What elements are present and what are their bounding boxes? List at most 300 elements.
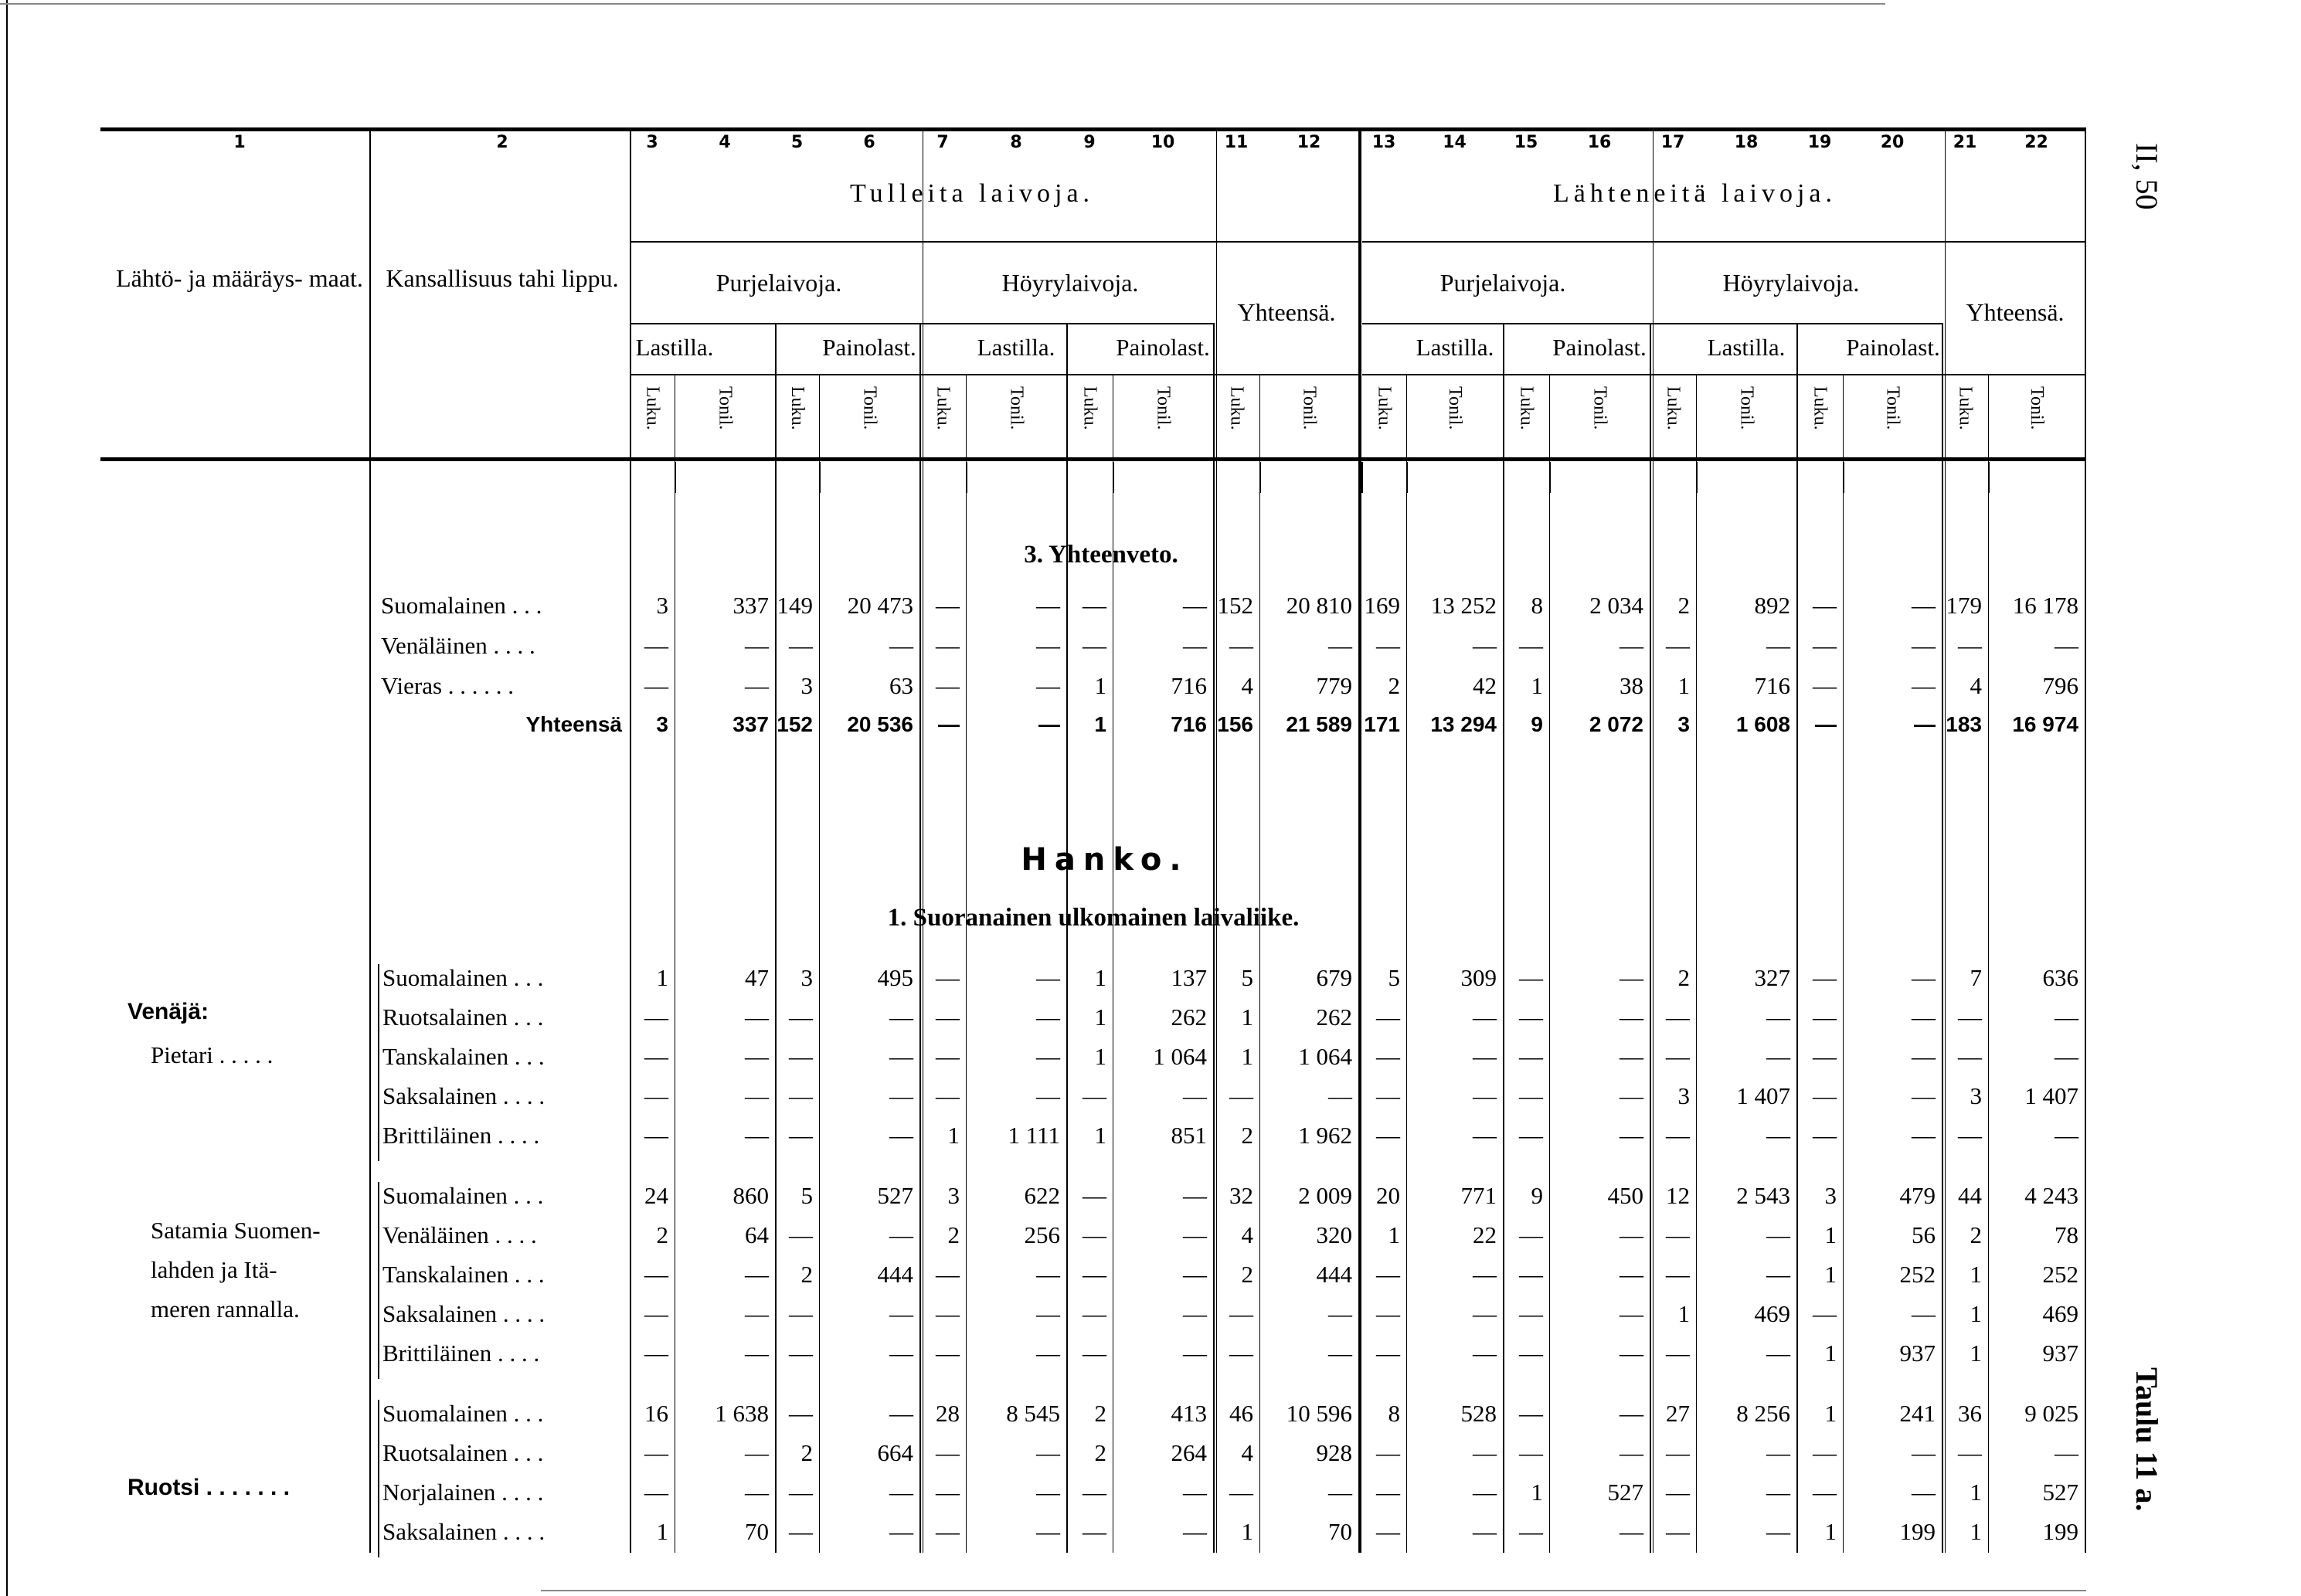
table-cell: — bbox=[1183, 1518, 1207, 1545]
column-line bbox=[1213, 323, 1215, 1553]
column-line bbox=[1696, 374, 1697, 1553]
table-cell: 8 256 bbox=[1736, 1400, 1790, 1427]
tons-header: Tonil. bbox=[1882, 386, 1903, 430]
table-cell: — bbox=[1183, 1300, 1207, 1327]
table-cell: — bbox=[1376, 1082, 1400, 1109]
table-cell: — bbox=[1912, 964, 1936, 991]
table-cell: 22 bbox=[1473, 1221, 1497, 1248]
header-tick bbox=[966, 462, 967, 493]
table-cell: — bbox=[1376, 1122, 1400, 1149]
page-id: II, 50 bbox=[2129, 143, 2164, 210]
table-cell: 1 bbox=[1094, 672, 1106, 699]
header-tick bbox=[675, 462, 676, 493]
table-cell: — bbox=[1958, 1003, 1982, 1031]
table-cell: — bbox=[1519, 1082, 1543, 1109]
table-cell: 152 bbox=[777, 712, 813, 736]
column-number: 6 bbox=[863, 133, 875, 152]
table-cell: 716 bbox=[1171, 672, 1207, 699]
arrived-steam-header: Höyrylaivoja. bbox=[1001, 269, 1139, 297]
table-cell: — bbox=[1083, 592, 1106, 619]
section-title: 1. Suoranainen ulkomainen laivaliike. bbox=[887, 904, 1300, 932]
column-line bbox=[1988, 374, 1989, 1553]
table-cell: — bbox=[1036, 1518, 1060, 1545]
table-cell: — bbox=[789, 1300, 813, 1327]
column-line bbox=[966, 374, 967, 1553]
table-cell: 450 bbox=[1607, 1182, 1643, 1209]
tons-header: Tonil. bbox=[859, 386, 880, 430]
table-cell: 241 bbox=[1899, 1400, 1936, 1427]
row-label: Ruotsalainen . . . bbox=[382, 1439, 544, 1466]
table-right-edge bbox=[2085, 131, 2086, 1553]
table-cell: — bbox=[1083, 1479, 1106, 1506]
table-cell: — bbox=[1183, 1479, 1207, 1506]
table-cell: 8 545 bbox=[1006, 1400, 1060, 1427]
table-cell: 199 bbox=[2042, 1518, 2078, 1545]
departed-underline bbox=[1362, 241, 2086, 243]
table-cell: 20 536 bbox=[847, 712, 913, 736]
table-cell: 527 bbox=[877, 1182, 913, 1209]
table-cell: 469 bbox=[1754, 1300, 1790, 1327]
table-cell: — bbox=[789, 632, 813, 659]
table-cell: — bbox=[1620, 632, 1643, 659]
table-cell: 3 bbox=[1677, 1082, 1690, 1109]
table-cell: — bbox=[889, 1518, 913, 1545]
arrived-type-underline bbox=[630, 323, 1213, 324]
table-cell: — bbox=[1813, 1122, 1837, 1149]
row-label: Tanskalainen . . . bbox=[382, 1043, 545, 1070]
table-cell: — bbox=[1036, 1439, 1060, 1466]
column-line bbox=[819, 374, 820, 1553]
table-cell: — bbox=[1620, 1122, 1643, 1149]
table-cell: — bbox=[1473, 632, 1497, 659]
table-cell: — bbox=[1183, 1182, 1207, 1209]
table-cell: 4 bbox=[1970, 672, 1982, 699]
table-cell: — bbox=[1473, 1003, 1497, 1031]
table-cell: 70 bbox=[1328, 1518, 1352, 1545]
table-cell: 149 bbox=[777, 592, 813, 619]
table-cell: 3 bbox=[947, 1182, 960, 1209]
ballast-header: Painolast. bbox=[822, 334, 916, 361]
table-cell: 169 bbox=[1364, 592, 1400, 619]
table-cell: — bbox=[1083, 1082, 1106, 1109]
count-header: Luku. bbox=[1516, 386, 1537, 430]
table-cell: 4 bbox=[1241, 672, 1253, 699]
table-cell: — bbox=[1473, 1122, 1497, 1149]
count-header: Luku. bbox=[642, 386, 663, 430]
table-cell: — bbox=[889, 1082, 913, 1109]
table-cell: — bbox=[1376, 1043, 1400, 1070]
row-label: Venäläinen . . . . bbox=[381, 632, 535, 659]
table-cell: — bbox=[644, 1479, 668, 1506]
table-cell: 1 bbox=[1970, 1518, 1982, 1545]
table-cell: — bbox=[644, 632, 668, 659]
arrived-subtype-underline bbox=[630, 374, 1360, 375]
table-cell: — bbox=[1912, 672, 1936, 699]
table-cell: — bbox=[1036, 1003, 1060, 1031]
header-tick bbox=[1650, 462, 1651, 493]
table-cell: — bbox=[1766, 632, 1790, 659]
table-cell: 1 bbox=[947, 1122, 960, 1149]
table-cell: 1 bbox=[1824, 1518, 1837, 1545]
table-cell: — bbox=[1083, 1518, 1106, 1545]
row-label: Saksalainen . . . . bbox=[382, 1082, 546, 1109]
loaded-header: Lastilla. bbox=[635, 334, 714, 361]
table-cell: — bbox=[938, 712, 960, 736]
table-cell: 44 bbox=[1958, 1182, 1982, 1209]
table-cell: — bbox=[1376, 1300, 1400, 1327]
column-line bbox=[1503, 323, 1504, 1553]
table-cell: — bbox=[936, 1340, 960, 1367]
table-cell: 13 252 bbox=[1430, 592, 1497, 619]
table-cell: 527 bbox=[2042, 1479, 2078, 1506]
table-cell: — bbox=[1666, 1003, 1690, 1031]
table-cell: — bbox=[1376, 1003, 1400, 1031]
table-cell: 3 bbox=[800, 964, 813, 991]
table-cell: — bbox=[1620, 1043, 1643, 1070]
table-cell: — bbox=[1473, 1261, 1497, 1288]
table-cell: 4 bbox=[1241, 1439, 1253, 1466]
table-cell: — bbox=[1958, 1043, 1982, 1070]
table-cell: 2 034 bbox=[1589, 592, 1643, 619]
table-cell: — bbox=[2055, 1439, 2078, 1466]
table-cell: 24 bbox=[644, 1182, 668, 1209]
table-cell: — bbox=[1666, 1518, 1690, 1545]
table-cell: — bbox=[745, 1300, 769, 1327]
row-label: Ruotsalainen . . . bbox=[382, 1003, 544, 1031]
table-cell: 1 407 bbox=[1736, 1082, 1790, 1109]
table-cell: 2 009 bbox=[1298, 1182, 1352, 1209]
table-cell: 337 bbox=[732, 592, 769, 619]
row-label: Saksalainen . . . . bbox=[382, 1300, 546, 1327]
table-cell: — bbox=[936, 632, 960, 659]
table-cell: 1 bbox=[1241, 1043, 1253, 1070]
table-cell: 413 bbox=[1171, 1400, 1207, 1427]
table-cell: 1 638 bbox=[715, 1400, 769, 1427]
table-cell: 2 bbox=[1677, 964, 1690, 991]
loaded-header: Lastilla. bbox=[977, 334, 1055, 361]
table-cell: — bbox=[1519, 632, 1543, 659]
table-cell: — bbox=[889, 632, 913, 659]
table-cell: — bbox=[1620, 1261, 1643, 1288]
table-cell: — bbox=[1036, 1261, 1060, 1288]
column-number: 18 bbox=[1734, 133, 1759, 152]
departed-subtype-underline bbox=[1362, 374, 2086, 375]
table-cell: — bbox=[1766, 1221, 1790, 1248]
table-cell: — bbox=[1036, 1479, 1060, 1506]
table-cell: — bbox=[644, 1300, 668, 1327]
count-header: Luku. bbox=[1374, 386, 1395, 430]
table-cell: — bbox=[644, 1043, 668, 1070]
table-cell: — bbox=[936, 1479, 960, 1506]
table-cell: 2 072 bbox=[1589, 712, 1643, 736]
table-cell: — bbox=[1912, 1439, 1936, 1466]
header-tick bbox=[1406, 462, 1408, 493]
table-cell: — bbox=[1766, 1043, 1790, 1070]
table-cell: 46 bbox=[1229, 1400, 1253, 1427]
row-label: Suomalainen . . . bbox=[382, 1400, 544, 1427]
table-cell: — bbox=[1183, 1261, 1207, 1288]
table-cell: — bbox=[1766, 1261, 1790, 1288]
table-cell: — bbox=[1519, 1300, 1543, 1327]
table-cell: — bbox=[1083, 1261, 1106, 1288]
table-cell: — bbox=[1620, 964, 1643, 991]
place-label: Pietari . . . . . bbox=[151, 1041, 274, 1068]
table-cell: — bbox=[1036, 1340, 1060, 1367]
table-cell: 179 bbox=[1946, 592, 1982, 619]
column-line bbox=[1259, 374, 1260, 1553]
table-cell: — bbox=[789, 1340, 813, 1367]
table-cell: 1 bbox=[1531, 1479, 1543, 1506]
table-cell: 716 bbox=[1171, 712, 1207, 736]
table-cell: — bbox=[745, 1003, 769, 1031]
column-number: 14 bbox=[1443, 133, 1467, 152]
table-cell: — bbox=[936, 1518, 960, 1545]
column-number: 22 bbox=[2024, 133, 2048, 152]
table-cell: 183 bbox=[1946, 712, 1982, 736]
table-cell: — bbox=[1813, 964, 1837, 991]
table-top-rule bbox=[100, 127, 2086, 131]
table-cell: 3 bbox=[1824, 1182, 1837, 1209]
table-cell: — bbox=[1813, 1082, 1837, 1109]
row-label: Norjalainen . . . . bbox=[382, 1479, 544, 1506]
header-tick bbox=[1361, 462, 1363, 493]
table-cell: — bbox=[936, 1003, 960, 1031]
table-cell: 21 589 bbox=[1286, 712, 1352, 736]
count-header: Luku. bbox=[1663, 386, 1684, 430]
table-cell: 1 bbox=[1970, 1479, 1982, 1506]
table-cell: 527 bbox=[1607, 1479, 1643, 1506]
table-cell: 9 bbox=[1531, 712, 1543, 736]
table-cell: 320 bbox=[1316, 1221, 1352, 1248]
table-cell: 12 bbox=[1666, 1182, 1690, 1209]
table-cell: — bbox=[936, 592, 960, 619]
table-cell: — bbox=[1036, 632, 1060, 659]
table-cell: — bbox=[889, 1122, 913, 1149]
nationality-header: Kansallisuus tahi lippu. bbox=[386, 264, 619, 292]
table-cell: 1 bbox=[1241, 1003, 1253, 1031]
column-number: 21 bbox=[1953, 133, 1977, 152]
table-cell: — bbox=[789, 1400, 813, 1427]
table-cell: 1 bbox=[1824, 1400, 1837, 1427]
table-cell: — bbox=[1519, 964, 1543, 991]
table-cell: — bbox=[1519, 1340, 1543, 1367]
table-cell: 2 bbox=[1970, 1221, 1982, 1248]
table-cell: — bbox=[1666, 1439, 1690, 1466]
table-cell: — bbox=[1666, 1122, 1690, 1149]
table-cell: — bbox=[1620, 1400, 1643, 1427]
table-cell: — bbox=[1620, 1300, 1643, 1327]
table-cell: — bbox=[644, 1340, 668, 1367]
table-cell: 8 bbox=[1531, 592, 1543, 619]
tons-header: Tonil. bbox=[1153, 386, 1174, 430]
departed-total-header: Yhteensä. bbox=[1966, 298, 2065, 326]
table-cell: — bbox=[1912, 1479, 1936, 1506]
row-label: Brittiläinen . . . . bbox=[382, 1122, 540, 1149]
table-cell: 10 596 bbox=[1286, 1400, 1352, 1427]
table-cell: 2 bbox=[1094, 1400, 1106, 1427]
table-cell: 1 bbox=[1824, 1221, 1837, 1248]
arrived-underline bbox=[630, 241, 1360, 243]
table-cell: — bbox=[789, 1003, 813, 1031]
table-cell: 156 bbox=[1217, 712, 1253, 736]
table-cell: — bbox=[1183, 1082, 1207, 1109]
table-cell: — bbox=[1519, 1003, 1543, 1031]
count-header: Luku. bbox=[1079, 386, 1100, 430]
column-number: 8 bbox=[1010, 133, 1022, 152]
table-cell: 309 bbox=[1460, 964, 1497, 991]
table-cell: — bbox=[1328, 1340, 1352, 1367]
table-cell: — bbox=[1813, 1003, 1837, 1031]
tons-header: Tonil. bbox=[1445, 386, 1465, 430]
table-cell: 2 543 bbox=[1736, 1182, 1790, 1209]
table-cell: — bbox=[1519, 1261, 1543, 1288]
table-cell: — bbox=[1376, 1439, 1400, 1466]
column-number: 10 bbox=[1150, 133, 1175, 152]
table-cell: 2 bbox=[1677, 592, 1690, 619]
table-cell: 771 bbox=[1460, 1182, 1497, 1209]
table-cell: — bbox=[1376, 1518, 1400, 1545]
arrived-total-header: Yhteensä. bbox=[1237, 298, 1336, 326]
table-cell: — bbox=[1766, 1122, 1790, 1149]
table-cell: 479 bbox=[1899, 1182, 1936, 1209]
header-tick bbox=[1066, 462, 1068, 493]
table-cell: 36 bbox=[1958, 1400, 1982, 1427]
table-cell: 892 bbox=[1754, 592, 1790, 619]
column-number: 11 bbox=[1224, 133, 1249, 152]
table-cell: — bbox=[889, 1221, 913, 1248]
table-cell: — bbox=[2055, 1043, 2078, 1070]
table-cell: 1 bbox=[1241, 1518, 1253, 1545]
table-cell: — bbox=[745, 1439, 769, 1466]
table-cell: — bbox=[1813, 672, 1837, 699]
row-bracket bbox=[378, 964, 379, 1161]
table-cell: 1 bbox=[1970, 1261, 1982, 1288]
table-cell: 495 bbox=[877, 964, 913, 991]
table-cell: 937 bbox=[1899, 1340, 1936, 1367]
column-number: 17 bbox=[1660, 133, 1685, 152]
table-cell: — bbox=[1666, 1479, 1690, 1506]
table-cell: — bbox=[1620, 1518, 1643, 1545]
table-cell: — bbox=[1813, 1300, 1837, 1327]
departed-sail-header: Purjelaivoja. bbox=[1439, 269, 1566, 297]
header-tick bbox=[1213, 462, 1215, 493]
table-cell: — bbox=[1473, 1043, 1497, 1070]
row-label: Venäläinen . . . . bbox=[382, 1221, 537, 1248]
table-cell: 137 bbox=[1171, 964, 1207, 991]
table-cell: — bbox=[745, 632, 769, 659]
table-cell: — bbox=[1473, 1082, 1497, 1109]
place-label: Satamia Suomen- bbox=[151, 1217, 321, 1244]
table-cell: — bbox=[1083, 632, 1106, 659]
table-cell: 56 bbox=[1912, 1221, 1936, 1248]
column-number: 16 bbox=[1587, 133, 1612, 152]
table-cell: 63 bbox=[889, 672, 913, 699]
table-cell: — bbox=[1912, 1003, 1936, 1031]
row-bracket bbox=[378, 1182, 379, 1379]
tons-header: Tonil. bbox=[1006, 386, 1027, 430]
column-line bbox=[1650, 323, 1651, 1553]
table-cell: 679 bbox=[1316, 964, 1352, 991]
table-cell: — bbox=[1328, 1300, 1352, 1327]
table-cell: — bbox=[644, 1122, 668, 1149]
table-cell: 1 bbox=[1970, 1300, 1982, 1327]
table-cell: 5 bbox=[800, 1182, 813, 1209]
column-line bbox=[1796, 323, 1798, 1553]
table-cell: — bbox=[1815, 712, 1837, 736]
table-cell: — bbox=[1036, 1043, 1060, 1070]
column-number: 9 bbox=[1083, 133, 1096, 152]
column-number: 19 bbox=[1807, 133, 1832, 152]
header-tick bbox=[819, 462, 821, 493]
column-number: 5 bbox=[790, 133, 804, 152]
table-cell: 2 bbox=[1241, 1261, 1253, 1288]
table-cell: — bbox=[1083, 1300, 1106, 1327]
table-cell: — bbox=[745, 1340, 769, 1367]
table-cell: — bbox=[745, 1082, 769, 1109]
table-cell: 1 bbox=[1094, 712, 1106, 736]
row-label: Saksalainen . . . . bbox=[382, 1518, 546, 1545]
table-cell: 27 bbox=[1666, 1400, 1690, 1427]
header-tick bbox=[775, 462, 777, 493]
table-cell: 4 243 bbox=[2024, 1182, 2078, 1209]
table-cell: 3 bbox=[656, 592, 668, 619]
table-cell: 5 bbox=[1241, 964, 1253, 991]
table-cell: 1 bbox=[1094, 1122, 1106, 1149]
table-cell: 779 bbox=[1316, 672, 1352, 699]
table-cell: 2 bbox=[800, 1261, 813, 1288]
table-cell: — bbox=[1229, 1340, 1253, 1367]
table-cell: 2 bbox=[947, 1221, 960, 1248]
row-label: Suomalainen . . . bbox=[381, 592, 542, 619]
table-cell: — bbox=[1813, 1479, 1837, 1506]
table-cell: 252 bbox=[2042, 1261, 2078, 1288]
header-bottom-rule bbox=[100, 457, 2086, 461]
table-cell: — bbox=[1328, 632, 1352, 659]
count-header: Luku. bbox=[1810, 386, 1830, 430]
table-cell: 16 178 bbox=[2012, 592, 2078, 619]
table-cell: — bbox=[1766, 1479, 1790, 1506]
table-cell: — bbox=[1766, 1439, 1790, 1466]
table-cell: 252 bbox=[1899, 1261, 1936, 1288]
table-cell: 256 bbox=[1024, 1221, 1060, 1248]
table-cell: 1 064 bbox=[1298, 1043, 1352, 1070]
table-cell: — bbox=[889, 1300, 913, 1327]
table-cell: 9 025 bbox=[2024, 1400, 2078, 1427]
table-cell: — bbox=[1766, 1340, 1790, 1367]
table-cell: 1 bbox=[1824, 1261, 1837, 1288]
table-cell: — bbox=[644, 1003, 668, 1031]
table-cell: 1 407 bbox=[2024, 1082, 2078, 1109]
origin-header: Lähtö- ja määräys- maat. bbox=[116, 264, 363, 292]
table-cell: — bbox=[1473, 1479, 1497, 1506]
table-cell: 636 bbox=[2042, 964, 2078, 991]
ballast-header: Painolast. bbox=[1116, 334, 1210, 361]
table-cell: — bbox=[1766, 1003, 1790, 1031]
table-cell: — bbox=[1519, 1043, 1543, 1070]
table-cell: 796 bbox=[2042, 672, 2078, 699]
table-cell: — bbox=[1912, 1122, 1936, 1149]
table-cell: 1 bbox=[1677, 672, 1690, 699]
table-cell: — bbox=[1519, 1439, 1543, 1466]
table-cell: 262 bbox=[1171, 1003, 1207, 1031]
table-cell: — bbox=[936, 1300, 960, 1327]
table-cell: — bbox=[1813, 1439, 1837, 1466]
table-cell: — bbox=[1036, 1300, 1060, 1327]
header-tick bbox=[1696, 462, 1698, 493]
table-cell: — bbox=[789, 1082, 813, 1109]
table-cell: — bbox=[2055, 1122, 2078, 1149]
column-line bbox=[1406, 374, 1407, 1553]
